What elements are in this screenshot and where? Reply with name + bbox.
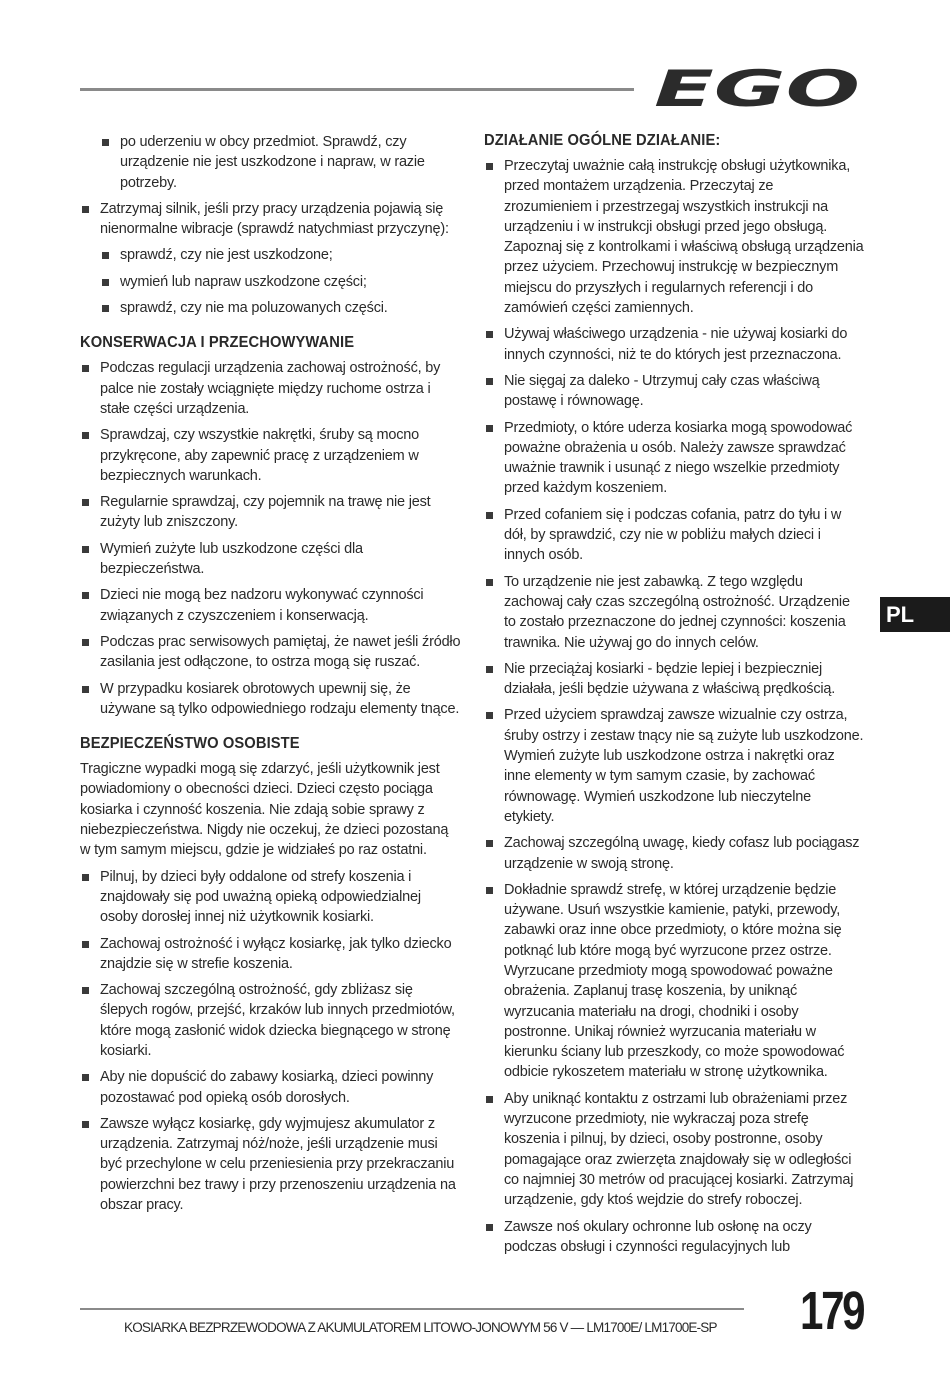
intro-list — [80, 199, 462, 240]
list-item: Regularnie sprawdzaj, czy pojemnik na trawę nie jest zużyty lub zniszczony. — [80, 492, 462, 533]
list-item: wymień lub napraw uszkodzone części; — [80, 272, 462, 292]
list-item: Przedmioty, o które uderza kosiarka mogą spowodować poważne obrażenia u osób. Należy zawsze sprawdzać uważnie trawnik i usunąć z niego wszelkie przedmioty przed każdym koszeniem. — [484, 418, 864, 499]
page-number: 179 — [800, 1281, 864, 1341]
list-item: sprawdź, czy nie jest uszkodzone; — [80, 245, 462, 265]
personal-safety-list — [80, 867, 462, 1216]
personal-safety-heading: BEZPIECZEŃSTWO OSOBISTE — [80, 735, 300, 753]
list-item: Aby uniknąć kontaktu z ostrzami lub obrażeniami przez wyrzucone przedmioty, nie wykraczaj poza strefę koszenia i pilnuj, by dzieci, osoby postronne, osoby pomagające oraz zwierzęta znajdowały się w odległości co najmniej 30 metrów od pracującej kosiarki. Zatrzymaj urządzenie, gdy ktoś wejdzie do strefy roboczej. — [484, 1089, 864, 1211]
list-item: Dokładnie sprawdź strefę, w której urządzenie będzie używane. Usuń wszystkie kamienie, patyki, przewody, zabawki oraz inne obce przedmioty, o które można się potknąć lub które mogą być wyrzucone przez ostrze. Wyrzucane przedmioty mogą spowodować poważne obrażenia. Zaplanuj trasę koszenia, by uniknąć wyrzucania materiału na drogi, chodniki i osoby postronne. Unikaj również wyrzucania materiału w kierunku ściany lub przeszkody, co może spowodować odbicie rykoszetem materiału w stronę użytkownika. — [484, 880, 864, 1083]
list-item: To urządzenie nie jest zabawką. Z tego względu zachowaj cały czas szczególną ostrożność. Urządzenie to zostało przeznaczone do jednej czynności: koszenia trawnika. Nie używaj go do innych celów. — [484, 572, 864, 653]
list-item: Zachowaj szczególną ostrożność, gdy zbliżasz się ślepych rogów, przejść, krzaków lub innych przedmiotów, które mogą zasłonić widok dziecka biegnącego w stronę kosiarki. — [80, 980, 462, 1061]
intro-sub-list — [80, 132, 462, 193]
list-item: Sprawdzaj, czy wszystkie nakrętki, śruby są mocno przykręcone, aby zapewnić pracę z urządzeniem w bezpiecznych warunkach. — [80, 425, 462, 486]
svg-text:EGO: EGO — [654, 64, 860, 112]
list-item: Zawsze wyłącz kosiarkę, gdy wyjmujesz akumulator z urządzenia. Zatrzymaj nóż/noże, jeśli urządzenie musi być przechylone w celu przeniesienia przy przekraczaniu powierzchni bez trawy i przy przenoszeniu urządzenia na obszar pracy. — [80, 1114, 462, 1215]
list-item: Zachowaj szczególną uwagę, kiedy cofasz lub pociągasz urządzenie w swoją stronę. — [484, 833, 864, 874]
list-item: Pilnuj, by dzieci były oddalone od strefy koszenia i znajdowały się pod uważną opieką odpowiedzialnej osoby dorosłej innej niż użytkownik kosiarki. — [80, 867, 462, 928]
list-item: Podczas regulacji urządzenia zachowaj ostrożność, by palce nie zostały wciągnięte między ruchome ostrza i stałe części urządzenia. — [80, 358, 462, 419]
list-item: W przypadku kosiarek obrotowych upewnij się, że używane są tylko odpowiedniego rodzaju elementy tnące. — [80, 679, 462, 720]
list-item: Używaj właściwego urządzenia - nie używaj kosiarki do innych czynności, niż te do których jest przeznaczona. — [484, 324, 864, 365]
list-item: Aby nie dopuścić do zabawy kosiarką, dzieci powinny pozostawać pod opieką osób dorosłych. — [80, 1067, 462, 1108]
list-item: Wymień zużyte lub uszkodzone części dla bezpieczeństwa. — [80, 539, 462, 580]
personal-safety-paragraph: Tragiczne wypadki mogą się zdarzyć, jeśli użytkownik jest powiadomiony o obecności dzieci. Dzieci często pociąga kosiarka i czynność koszenia. Nie zdają sobie sprawy z niebezpieczeństwa. Nigdy nie oczekuj, że dzieci pozostaną w tym samym miejscu, gdzie je widziałeś po raz ostatni. — [80, 761, 449, 859]
operation-list — [484, 156, 864, 1257]
list-item: Przed użyciem sprawdzaj zawsze wizualnie czy ostrza, śruby ostrzy i zestaw tnący nie są zużyte lub uszkodzone. Wymień zużyte lub uszkodzone ostrza i nakrętki oraz inne elementy w tym samym czasie, by zachować równowagę. Wymień uszkodzone lub nieczytelne etykiety. — [484, 705, 864, 827]
list-item: Przed cofaniem się i podczas cofania, patrz do tyłu i w dół, by sprawdzić, czy nie w pobliżu małych dzieci i innych osób. — [484, 505, 864, 566]
footer-title: KOSIARKA BEZPRZEWODOWA Z AKUMULATOREM LITOWO-JONOWYM 56 V — LM1700E/ LM1700E-SP — [124, 1320, 717, 1335]
footer-rule — [80, 1308, 744, 1310]
right-column — [484, 132, 864, 1263]
maintenance-heading: KONSERWACJA I PRZECHOWYWANIE — [80, 334, 355, 352]
ego-logo — [650, 64, 864, 112]
list-item: Podczas prac serwisowych pamiętaj, że nawet jeśli źródło zasilania jest odłączone, to ostrza mogą się ruszać. — [80, 632, 462, 673]
list-item: Zachowaj ostrożność i wyłącz kosiarkę, jak tylko dziecko znajdzie się w strefie koszenia. — [80, 934, 462, 975]
left-column — [80, 132, 462, 1221]
list-item: Dzieci nie mogą bez nadzoru wykonywać czynności związanych z czyszczeniem i konserwacją. — [80, 585, 462, 626]
list-item: Przeczytaj uważnie całą instrukcję obsługi użytkownika, przed montażem urządzenia. Przeczytaj ze zrozumieniem i przestrzegaj wszystkich instrukcji na urządzeniu i w instrukcji obsługi przed jego obsługą. Zapoznaj się z kontrolkami i właściwą obsługą urządzenia przez użyciem. Przechowuj instrukcję w bezpiecznym miejscu do przyszłych i regularnych referencji i do zamówień części zamiennych. — [484, 156, 864, 318]
list-item: sprawdź, czy nie ma poluzowanych części. — [80, 298, 462, 318]
header-rule — [80, 88, 634, 91]
list-item: Zatrzymaj silnik, jeśli przy pracy urządzenia pojawią się nienormalne wibracje (sprawdź natychmiast przyczynę): — [80, 199, 462, 240]
list-item: Zawsze noś okulary ochronne lub osłonę na oczy podczas obsługi i czynności regulacyjnych lub — [484, 1217, 864, 1258]
operation-heading: DZIAŁANIE OGÓLNE DZIAŁANIE: — [484, 132, 721, 149]
list-item: Nie sięgaj za daleko - Utrzymuj cały czas właściwą postawę i równowagę. — [484, 371, 864, 412]
intro-check-list — [80, 245, 462, 318]
list-item: Nie przeciążaj kosiarki - będzie lepiej i bezpieczniej działała, jeśli będzie używana z właściwą prędkością. — [484, 659, 864, 700]
list-item: po uderzeniu w obcy przedmiot. Sprawdź, czy urządzenie nie jest uszkodzone i napraw, w razie potrzeby. — [80, 132, 462, 193]
maintenance-list — [80, 358, 462, 719]
language-tab: PL — [880, 597, 950, 632]
